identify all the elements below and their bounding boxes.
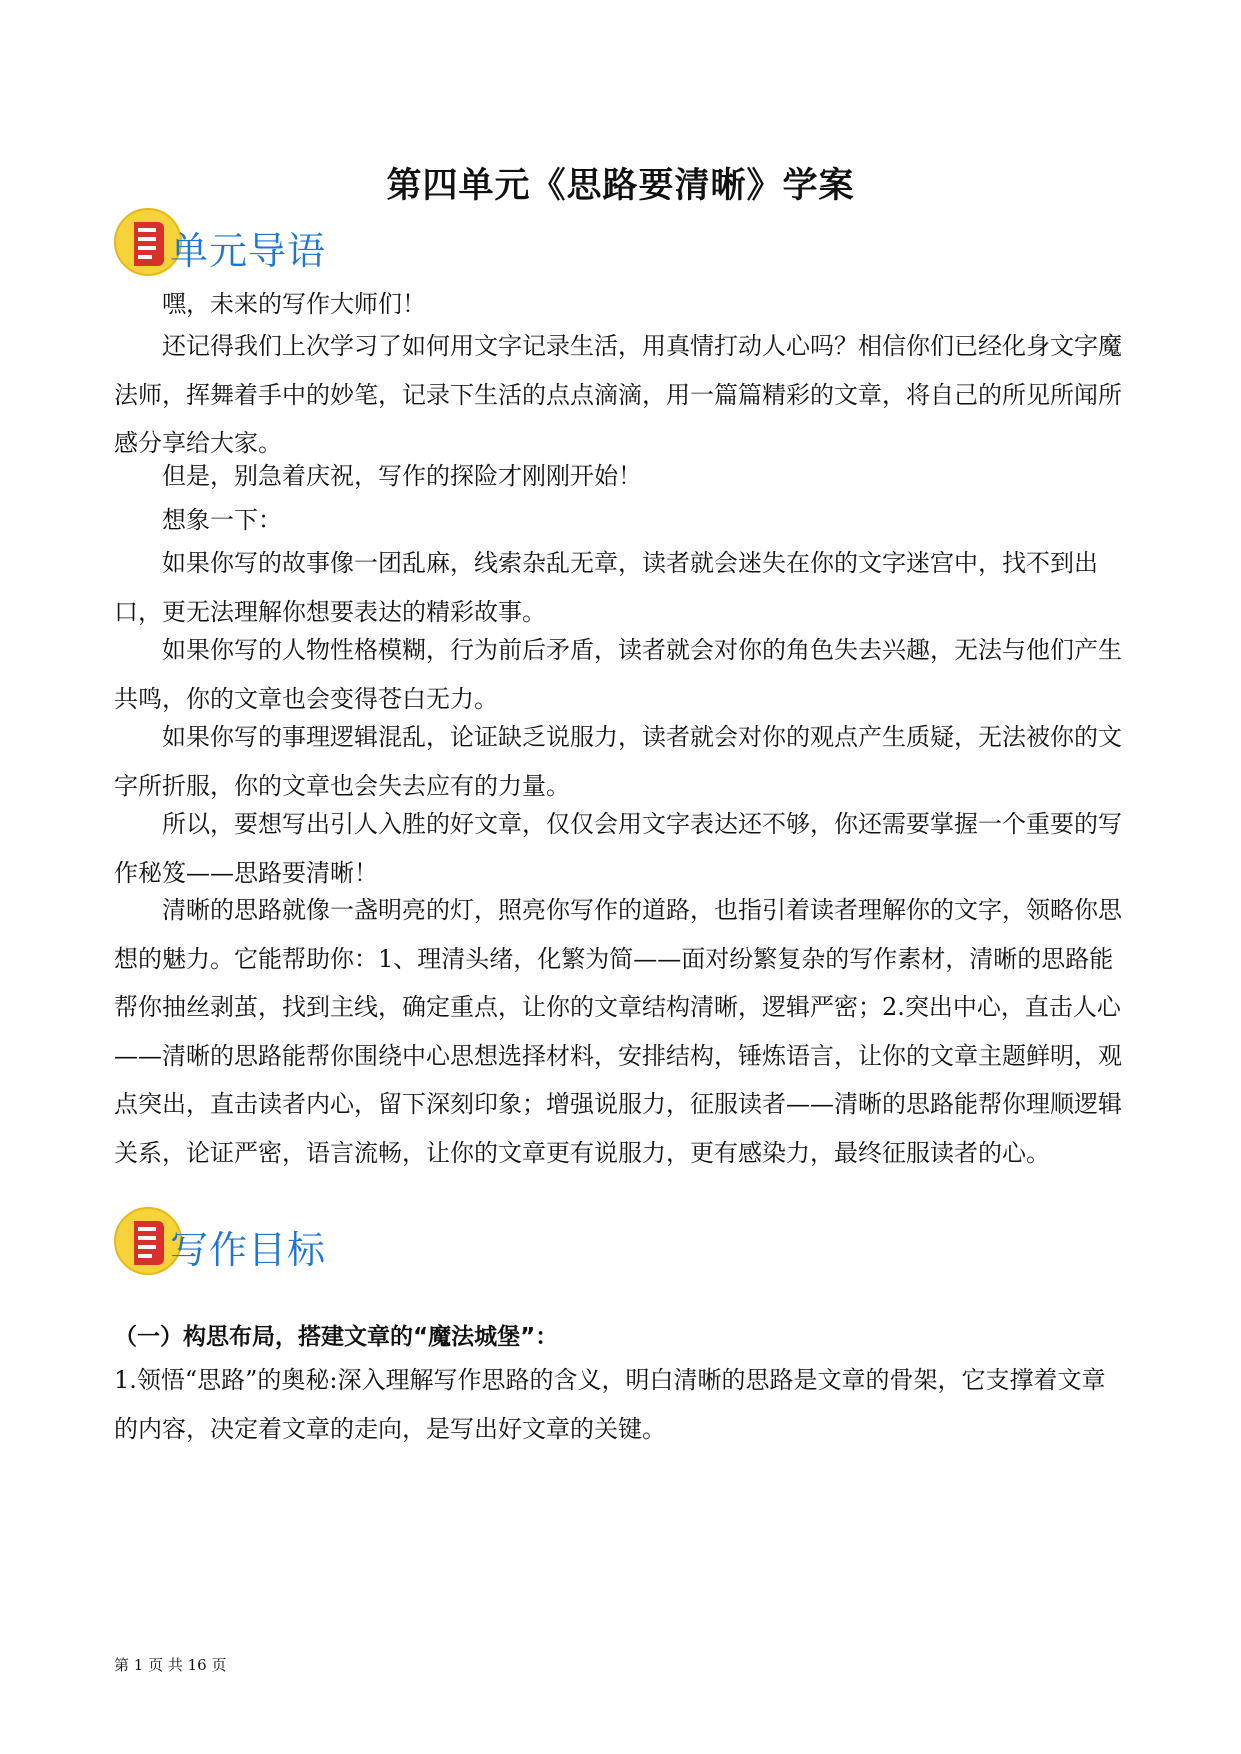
paragraph: 清晰的思路就像一盏明亮的灯，照亮你写作的道路，也指引着读者理解你的文字，领略你思想的魅力。它能帮助你：1、理清头绪，化繁为简——面对纷繁复杂的写作素材，清晰的思路能帮你抽丝剥茧，找到主线，确定重点，让你的文章结构清晰，逻辑严密；2.突出中心，直击人心——清晰的思路能帮你围绕中心思想选择材料，安排结构，锤炼语言，让你的文章主题鲜明，观点突出，直击读者内心，留下深刻印象；增强说服力，征服读者——清晰的思路能帮你理顺逻辑关系，论证严密，语言流畅，让你的文章更有说服力，更有感染力，最终征服读者的心。 xyxy=(114,896,1122,1167)
section-header-goals xyxy=(112,1205,412,1285)
page-footer: 第 1 页 共 16 页 xyxy=(114,1656,227,1674)
goal-item: 1.领悟“思路”的奥秘:深入理解写作思路的含义，明白清晰的思路是文章的骨架，它支撑着文章的内容，决定着文章的走向，是写出好文章的关键。 xyxy=(114,1366,1106,1443)
section-title-intro: 单元导语 xyxy=(170,229,327,273)
section-title-goals: 写作目标 xyxy=(170,1228,327,1272)
paragraph: 如果你写的故事像一团乱麻，线索杂乱无章，读者就会迷失在你的文字迷宫中，找不到出口，更无法理解你想要表达的精彩故事。 xyxy=(114,549,1098,626)
section-header-intro xyxy=(112,206,412,286)
paragraph: 但是，别急着庆祝，写作的探险才刚刚开始！ xyxy=(162,462,642,490)
paragraph: 如果你写的人物性格模糊，行为前后矛盾，读者就会对你的角色失去兴趣，无法与他们产生共鸣，你的文章也会变得苍白无力。 xyxy=(114,636,1122,713)
goal-subheading: （一）构思布局，搭建文章的“魔法城堡”： xyxy=(114,1324,559,1350)
paragraph: 想象一下： xyxy=(162,506,282,534)
paragraph: 所以，要想写出引人入胜的好文章，仅仅会用文字表达还不够，你还需要掌握一个重要的写作秘笈——思路要清晰！ xyxy=(114,810,1122,887)
paragraph: 嘿，未来的写作大师们！ xyxy=(162,290,426,318)
page-title: 第四单元《思路要清晰》学案 xyxy=(386,166,855,206)
paragraph: 还记得我们上次学习了如何用文字记录生活，用真情打动人心吗？相信你们已经化身文字魔法师，挥舞着手中的妙笔，记录下生活的点点滴滴，用一篇篇精彩的文章，将自己的所见所闻所感分享给大家。 xyxy=(114,332,1122,457)
paragraph: 如果你写的事理逻辑混乱，论证缺乏说服力，读者就会对你的观点产生质疑，无法被你的文字所折服，你的文章也会失去应有的力量。 xyxy=(114,723,1122,800)
